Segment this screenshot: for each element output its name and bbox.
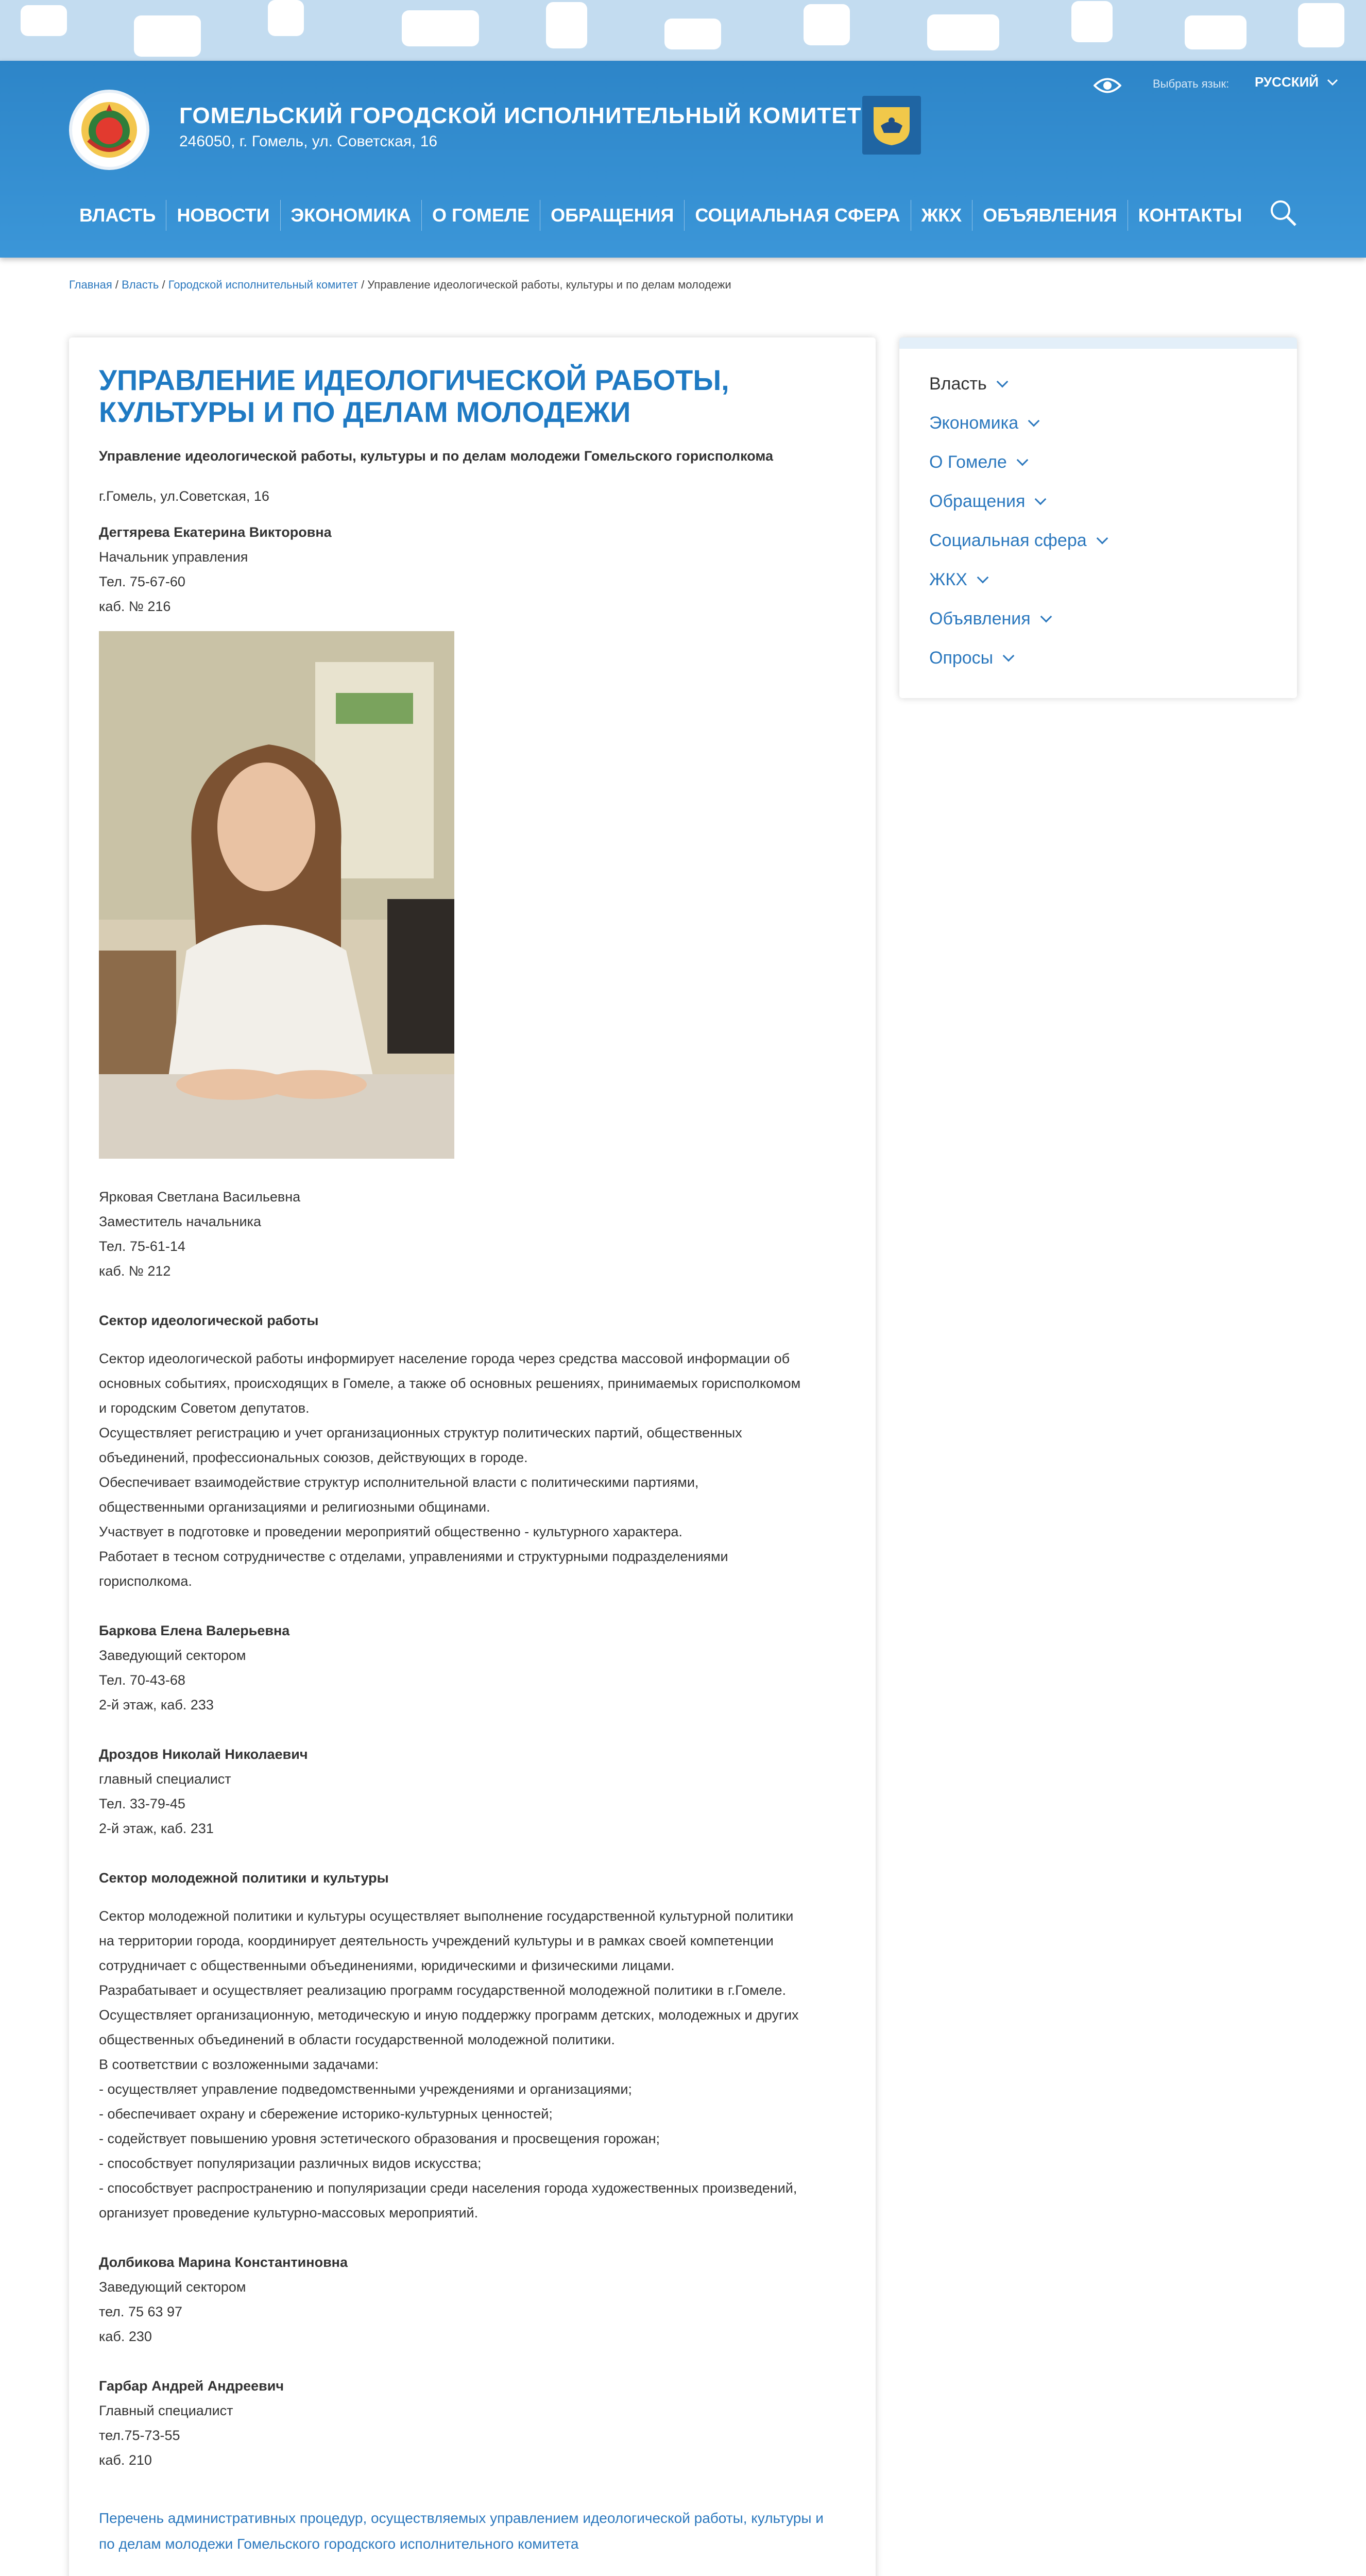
language-select[interactable] (1255, 74, 1338, 90)
coat-of-arms-icon (869, 103, 914, 147)
sector1-line: горисполкома. (99, 1573, 192, 1589)
sector2-description (99, 1904, 851, 2225)
pattern-tile (804, 4, 850, 45)
pattern-tile (134, 15, 201, 57)
city-coat-of-arms[interactable] (862, 96, 921, 155)
person3-room: каб. 230 (99, 2329, 152, 2344)
department-subtitle: Управление идеологической работы, культуры и по делам молодежи Гомельского горисполкома (99, 448, 774, 464)
search-icon (1269, 198, 1297, 227)
sidebar-item-label: ЖКХ (929, 569, 967, 589)
breadcrumb-separator: / (361, 278, 368, 291)
language-label: Выбрать язык: (1153, 77, 1230, 90)
chevron-down-icon (1003, 650, 1015, 662)
deputy-name: Ярковая Светлана Васильевна (99, 1189, 301, 1205)
breadcrumb-separator: / (115, 278, 122, 291)
chevron-down-icon (1017, 454, 1029, 466)
sector2-line: сотрудничает с общественными объединениями, юридическими и физическими лицами. (99, 1958, 675, 1973)
sidebar-item-housing[interactable] (929, 560, 1106, 599)
site-logo[interactable] (69, 90, 149, 170)
sidebar-item-appeals[interactable] (929, 482, 1106, 521)
breadcrumb-home[interactable]: Главная (69, 278, 112, 291)
pattern-tile (1298, 3, 1344, 47)
sidebar-item-label: Обращения (929, 491, 1026, 511)
sector1-line: и городским Советом депутатов. (99, 1400, 310, 1416)
main-navigation (69, 192, 1252, 239)
sidebar-item-label: Социальная сфера (929, 530, 1087, 550)
pattern-tile (664, 19, 721, 49)
sector2-line: - способствует распространению и популяризации среди населения города художественных произведений, (99, 2180, 797, 2196)
sector2-line: - обеспечивает охрану и сбережение историко-культурных ценностей; (99, 2106, 553, 2122)
person4-position: Главный специалист (99, 2403, 233, 2418)
sector2-line: Разрабатывает и осуществляет реализацию программ государственной молодежной политики в г.Гомеле. (99, 1982, 786, 1998)
pattern-tile (268, 0, 304, 36)
pattern-tile (21, 5, 67, 36)
chevron-down-icon (1096, 533, 1108, 545)
deputy-phone: Тел. 75-61-14 (99, 1239, 185, 1254)
eye-icon (1094, 77, 1121, 94)
sector1-line: Обеспечивает взаимодействие структур исполнительной власти с политическими партиями, (99, 1475, 699, 1490)
person3-phone: тел. 75 63 97 (99, 2304, 183, 2319)
sector2-line: В соответствии с возложенными задачами: (99, 2057, 379, 2072)
department-address: г.Гомель, ул.Советская, 16 (99, 488, 269, 504)
top-pattern-strip (0, 0, 1366, 62)
person2-room: 2-й этаж, каб. 231 (99, 1821, 214, 1836)
head-name: Дегтярева Екатерина Викторовна (99, 524, 332, 540)
sector2-title: Сектор молодежной политики и культуры (99, 1870, 389, 1886)
person2-position: главный специалист (99, 1771, 231, 1787)
pattern-tile (402, 10, 479, 46)
sidebar-item-label: Экономика (929, 413, 1019, 433)
nav-housing[interactable]: ЖКХ (911, 200, 973, 231)
person1-phone: Тел. 70-43-68 (99, 1672, 185, 1688)
head-position: Начальник управления (99, 549, 248, 565)
sector1-line: Сектор идеологической работы информирует население города через средства массовой информации об (99, 1351, 790, 1366)
head-phone: Тел. 75-67-60 (99, 574, 185, 589)
chevron-down-icon (977, 572, 989, 584)
chevron-down-icon (1327, 79, 1338, 86)
header-search-button[interactable] (1265, 195, 1301, 231)
sector2-line: Сектор молодежной политики и культуры осуществляет выполнение государственной культурной политики (99, 1908, 794, 1924)
sector2-line: - способствует популяризации различных видов искусства; (99, 2156, 482, 2171)
site-address: 246050, г. Гомель, ул. Советская, 16 (179, 133, 438, 150)
chevron-down-icon (1035, 494, 1047, 505)
person4-room: каб. 210 (99, 2452, 152, 2468)
person4-contact-block (99, 2374, 851, 2472)
sector1-line: Осуществляет регистрацию и учет организационных структур политических партий, общественных (99, 1425, 742, 1440)
person1-position: Заведующий сектором (99, 1648, 246, 1663)
sector1-line: Работает в тесном сотрудничестве с отделами, управлениями и структурными подразделениями (99, 1549, 728, 1564)
person4-name: Гарбар Андрей Андреевич (99, 2378, 284, 2394)
admin-procedures-link[interactable] (99, 2505, 851, 2557)
sector1-title: Сектор идеологической работы (99, 1313, 319, 1328)
sidebar-item-announcements[interactable] (929, 599, 1106, 638)
sector2-line: общественных объединений в области государственной молодежной политики. (99, 2032, 615, 2047)
person2-phone: Тел. 33-79-45 (99, 1796, 185, 1811)
sector2-line: на территории города, координирует деятельность учреждений культуры и в рамках своей компетенции (99, 1933, 774, 1948)
chevron-down-icon (996, 376, 1008, 388)
nav-about-gomel[interactable]: О ГОМЕЛЕ (422, 200, 540, 231)
sidebar-item-vlast[interactable] (929, 364, 1106, 403)
sidebar-menu (899, 337, 1297, 698)
deputy-contact-block (99, 1184, 851, 1283)
nav-vlast[interactable]: ВЛАСТЬ (69, 200, 166, 231)
nav-news[interactable]: НОВОСТИ (166, 200, 280, 231)
sector2-line: - осуществляет управление подведомственными учреждениями и организациями; (99, 2081, 632, 2097)
chevron-down-icon (1040, 611, 1052, 623)
sidebar-item-label: О Гомеле (929, 452, 1007, 472)
chevron-down-icon (1028, 415, 1040, 427)
breadcrumb (69, 278, 731, 292)
emblem-icon (78, 99, 140, 161)
person1-name: Баркова Елена Валерьевна (99, 1623, 290, 1638)
person1-contact-block (99, 1618, 851, 1717)
person3-contact-block (99, 2250, 851, 2349)
accessibility-eye-button[interactable] (1093, 71, 1122, 100)
sector1-line: объединений, профессиональных союзов, действующих в городе. (99, 1450, 528, 1465)
breadcrumb-separator: / (162, 278, 168, 291)
pattern-tile (1071, 1, 1113, 42)
sector2-line: организует проведение культурно-массовых мероприятий. (99, 2205, 479, 2221)
deputy-room: каб. № 212 (99, 1263, 171, 1279)
pattern-tile (546, 2, 587, 48)
person3-name: Долбикова Марина Константиновна (99, 2255, 348, 2270)
sidebar-item-social-sphere[interactable] (929, 521, 1106, 560)
nav-announcements[interactable]: ОБЪЯВЛЕНИЯ (972, 200, 1128, 231)
sector1-line: основных событиях, происходящих в Гомеле, а также об основных решениях, принимаемых горисполкомом (99, 1376, 801, 1391)
sector1-description (99, 1346, 851, 1594)
person2-name: Дроздов Николай Николаевич (99, 1747, 308, 1762)
head-photo (99, 631, 454, 1159)
sector1-line: общественными организациями и религиозными общинами. (99, 1499, 490, 1515)
pattern-tile (1185, 15, 1247, 49)
person1-room: 2-й этаж, каб. 233 (99, 1697, 214, 1713)
breadcrumb-current: Управление идеологической работы, культуры и по делам молодежи (367, 278, 731, 291)
page-title: УПРАВЛЕНИЕ ИДЕОЛОГИЧЕСКОЙ РАБОТЫ, КУЛЬТУРЫ И ПО ДЕЛАМ МОЛОДЕЖИ (99, 364, 729, 428)
head-room: каб. № 216 (99, 599, 171, 614)
site-title: ГОМЕЛЬСКИЙ ГОРОДСКОЙ ИСПОЛНИТЕЛЬНЫЙ КОМИТЕТ (179, 103, 862, 128)
sidebar-item-label: Объявления (929, 608, 1031, 629)
sidebar-item-polls[interactable] (929, 638, 1106, 677)
sidebar-item-economy[interactable] (929, 403, 1106, 443)
sector1-line: Участвует в подготовке и проведении мероприятий общественно - культурного характера. (99, 1524, 682, 1539)
breadcrumb-gorispolkom[interactable]: Городской исполнительный комитет (168, 278, 358, 291)
nav-appeals[interactable]: ОБРАЩЕНИЯ (540, 200, 685, 231)
portrait-image (99, 631, 454, 1159)
main-content-card (69, 337, 876, 2576)
deputy-position: Заместитель начальника (99, 1214, 262, 1229)
sector2-line: - содействует повышению уровня эстетического образования и просвещения горожан; (99, 2131, 660, 2146)
sidebar-item-label: Опросы (929, 648, 994, 668)
site-header (0, 61, 1366, 258)
language-value: РУССКИЙ (1255, 74, 1319, 90)
admin-procedures-link-line1: Перечень административных процедур, осуществляемых управлением идеологической работы, культуры и (99, 2510, 824, 2526)
nav-social-sphere[interactable]: СОЦИАЛЬНАЯ СФЕРА (685, 200, 911, 231)
person3-position: Заведующий сектором (99, 2279, 246, 2295)
head-contact-block (99, 520, 851, 619)
sidebar-item-label: Власть (929, 374, 987, 394)
sidebar-item-about-gomel[interactable] (929, 443, 1106, 482)
nav-economy[interactable]: ЭКОНОМИКА (281, 200, 422, 231)
pattern-tile (927, 14, 999, 50)
breadcrumb-vlast[interactable]: Власть (122, 278, 159, 291)
person2-contact-block (99, 1742, 851, 1841)
sector2-line: Осуществляет организационную, методическую и иную поддержку программ детских, молодежных и других (99, 2007, 799, 2023)
person4-phone: тел.75-73-55 (99, 2428, 180, 2443)
nav-contacts[interactable]: КОНТАКТЫ (1138, 205, 1242, 226)
admin-procedures-link-line2: по делам молодежи Гомельского городского исполнительного комитета (99, 2536, 579, 2552)
